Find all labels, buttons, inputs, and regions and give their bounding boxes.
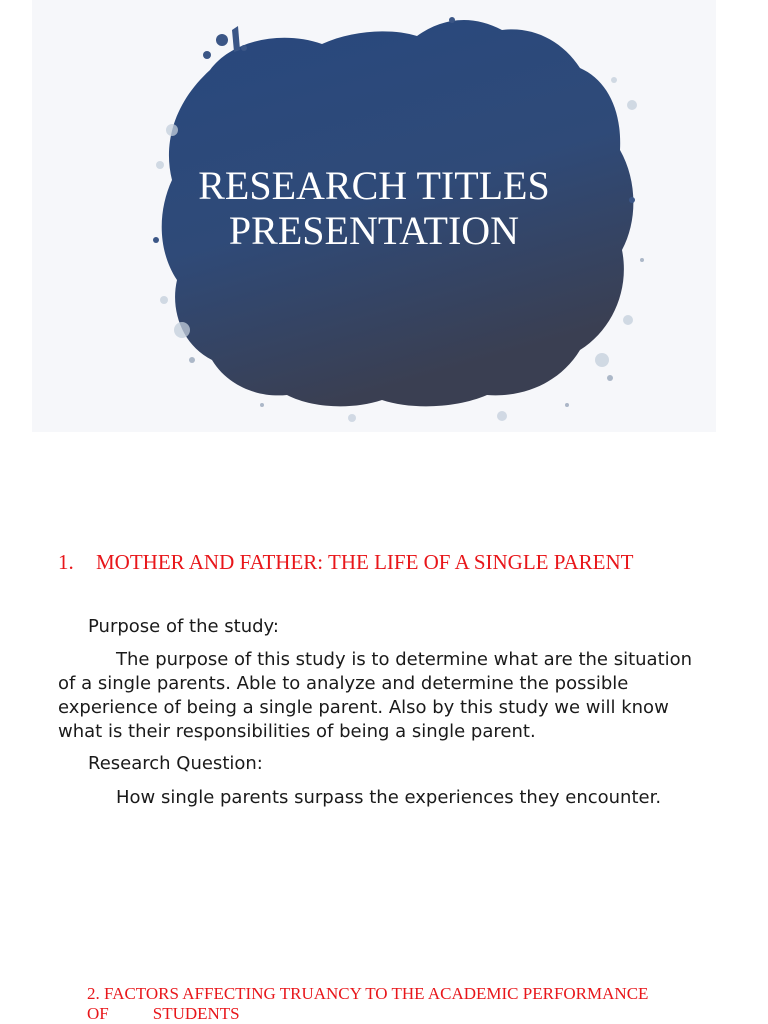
cover-title-line-1: RESEARCH TITLES bbox=[198, 163, 550, 208]
section-2-heading-students: STUDENTS bbox=[152, 1004, 240, 1023]
research-question-label: Research Question: bbox=[88, 753, 263, 774]
section-1-heading bbox=[58, 548, 634, 576]
section-2-heading-line-1: 2. FACTORS AFFECTING TRUANCY TO THE ACADEMIC PERFORMANCE bbox=[87, 984, 649, 1003]
cover-slide bbox=[32, 0, 716, 432]
section-2-heading-of: OF bbox=[87, 1004, 109, 1023]
section-1-title: MOTHER AND FATHER: THE LIFE OF A SINGLE PARENT bbox=[96, 550, 634, 574]
purpose-text-line-2: of a single parents. Able to analyze and determine the possible bbox=[58, 673, 629, 694]
purpose-text-line-3: experience of being a single parent. Also by this study we will know bbox=[58, 697, 669, 718]
purpose-text-line-1: The purpose of this study is to determine what are the situation bbox=[116, 649, 693, 670]
section-1-number: 1. bbox=[58, 550, 74, 574]
section-2-heading-line-2 bbox=[87, 1004, 240, 1024]
purpose-text-line-4: what is their responsibilities of being a single parent. bbox=[58, 721, 536, 742]
purpose-label: Purpose of the study: bbox=[88, 616, 279, 637]
cover-title-line-2: PRESENTATION bbox=[228, 208, 520, 253]
research-question-text: How single parents surpass the experiences they encounter. bbox=[116, 787, 662, 808]
